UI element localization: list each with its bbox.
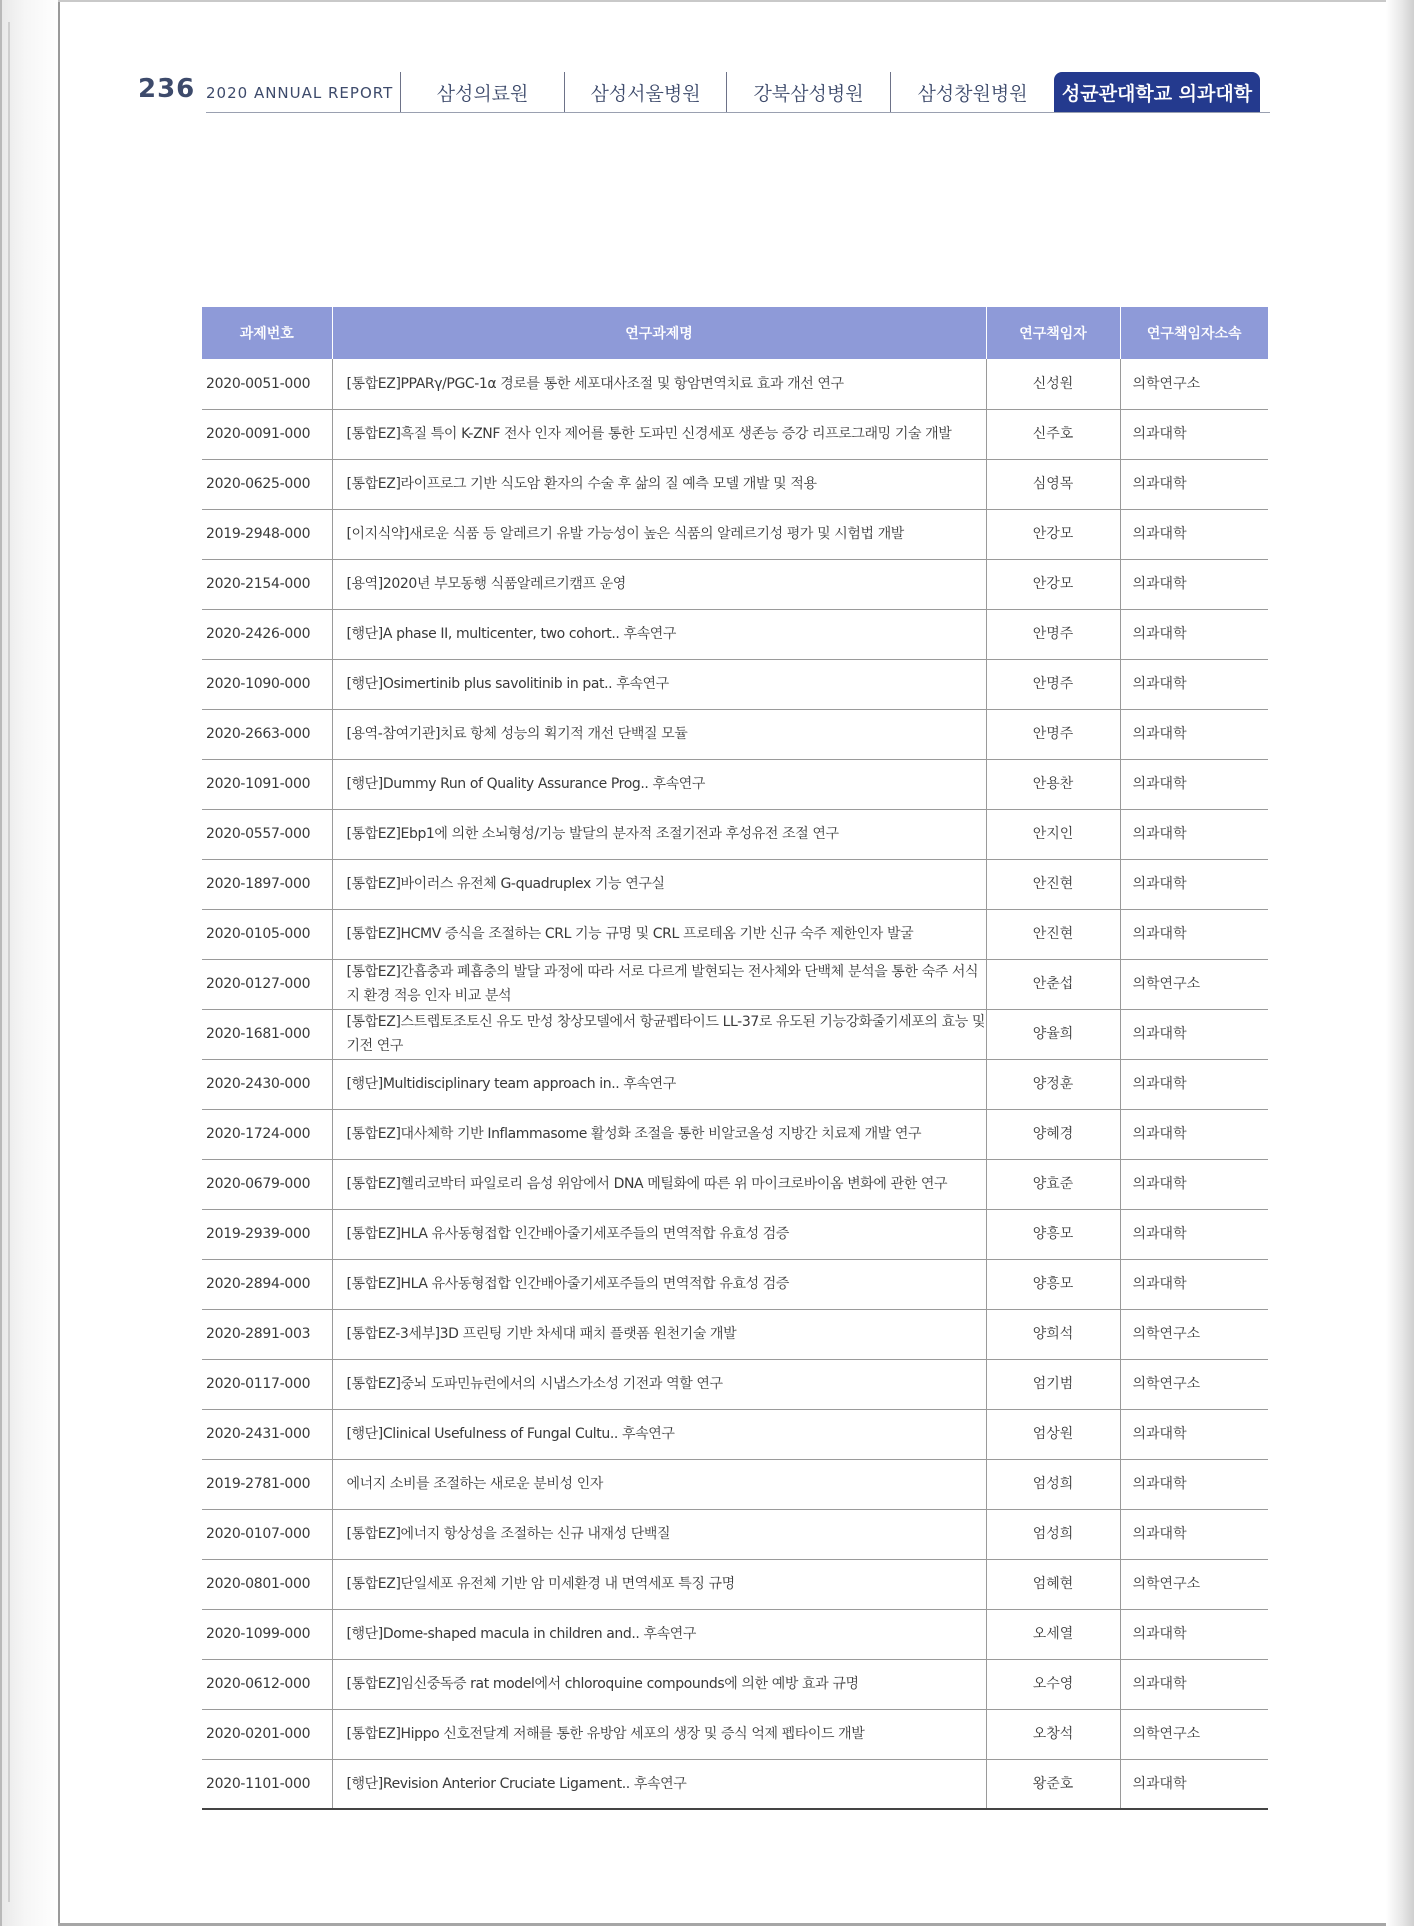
principal-investigator-cell: 엄성희 bbox=[986, 1459, 1120, 1509]
project-title-cell: [통합EZ]Hippo 신호전달계 저해를 통한 유방암 세포의 생장 및 증식 억제 펩타이드 개발 bbox=[332, 1709, 986, 1759]
table-row bbox=[202, 1159, 1268, 1209]
affiliation-cell: 의과대학 bbox=[1120, 459, 1268, 509]
project-number-cell: 2020-0105-000 bbox=[202, 909, 332, 959]
project-number-cell: 2020-2663-000 bbox=[202, 709, 332, 759]
header-rule bbox=[206, 112, 1270, 113]
table-row bbox=[202, 1609, 1268, 1659]
table-row bbox=[202, 1109, 1268, 1159]
table-row bbox=[202, 1309, 1268, 1359]
tab-samsung-medical-center[interactable]: 삼성의료원 bbox=[400, 72, 564, 112]
principal-investigator-cell: 신성원 bbox=[986, 359, 1120, 409]
project-title-cell: [통합EZ]간흡충과 폐흡충의 발달 과정에 따라 서로 다르게 발현되는 전사체와 단백체 분석을 통한 숙주 서식지 환경 적응 인자 비교 분석 bbox=[332, 959, 986, 1009]
principal-investigator-cell: 안명주 bbox=[986, 709, 1120, 759]
tab-skku-medical-school[interactable]: 성균관대학교 의과대학 bbox=[1054, 72, 1260, 112]
project-number-cell: 2020-2891-003 bbox=[202, 1309, 332, 1359]
table-row bbox=[202, 759, 1268, 809]
table-row bbox=[202, 1459, 1268, 1509]
affiliation-cell: 의과대학 bbox=[1120, 809, 1268, 859]
project-title-cell: [통합EZ]HLA 유사동형접합 인간배아줄기세포주들의 면역적합 유효성 검증 bbox=[332, 1209, 986, 1259]
table-row bbox=[202, 1559, 1268, 1609]
principal-investigator-cell: 엄혜현 bbox=[986, 1559, 1120, 1609]
affiliation-cell: 의과대학 bbox=[1120, 759, 1268, 809]
affiliation-cell: 의과대학 bbox=[1120, 659, 1268, 709]
principal-investigator-cell: 양흥모 bbox=[986, 1259, 1120, 1309]
affiliation-cell: 의과대학 bbox=[1120, 1109, 1268, 1159]
project-title-cell: [행단]A phase II, multicenter, two cohort.. 후속연구 bbox=[332, 609, 986, 659]
page-number: 236 bbox=[138, 74, 196, 104]
project-number-cell: 2020-0127-000 bbox=[202, 959, 332, 1009]
project-number-cell: 2020-1101-000 bbox=[202, 1759, 332, 1809]
project-title-cell: [행단]Dummy Run of Quality Assurance Prog.. 후속연구 bbox=[332, 759, 986, 809]
project-title-cell: [통합EZ]단일세포 유전체 기반 암 미세환경 내 면역세포 특징 규명 bbox=[332, 1559, 986, 1609]
table-row bbox=[202, 1209, 1268, 1259]
affiliation-cell: 의과대학 bbox=[1120, 909, 1268, 959]
principal-investigator-cell: 오세열 bbox=[986, 1609, 1120, 1659]
project-title-cell: [통합EZ]HCMV 증식을 조절하는 CRL 기능 규명 및 CRL 프로테옴 기반 신규 숙주 제한인자 발굴 bbox=[332, 909, 986, 959]
table-row bbox=[202, 509, 1268, 559]
principal-investigator-cell: 양율희 bbox=[986, 1009, 1120, 1059]
principal-investigator-cell: 양효준 bbox=[986, 1159, 1120, 1209]
principal-investigator-cell: 안명주 bbox=[986, 659, 1120, 709]
principal-investigator-cell: 안진현 bbox=[986, 859, 1120, 909]
project-title-cell: [통합EZ-3세부]3D 프린팅 기반 차세대 패치 플랫폼 원천기술 개발 bbox=[332, 1309, 986, 1359]
table-row bbox=[202, 809, 1268, 859]
affiliation-cell: 의과대학 bbox=[1120, 709, 1268, 759]
project-number-cell: 2020-0679-000 bbox=[202, 1159, 332, 1209]
affiliation-cell: 의과대학 bbox=[1120, 609, 1268, 659]
table-row bbox=[202, 1759, 1268, 1809]
affiliation-cell: 의학연구소 bbox=[1120, 1709, 1268, 1759]
principal-investigator-cell: 안강모 bbox=[986, 559, 1120, 609]
tab-samsung-changwon-hospital[interactable]: 삼성창원병원 bbox=[890, 72, 1054, 112]
project-number-cell: 2020-0801-000 bbox=[202, 1559, 332, 1609]
affiliation-cell: 의과대학 bbox=[1120, 1509, 1268, 1559]
affiliation-cell: 의과대학 bbox=[1120, 1409, 1268, 1459]
table-row bbox=[202, 459, 1268, 509]
principal-investigator-cell: 안명주 bbox=[986, 609, 1120, 659]
book-spine-edge bbox=[0, 0, 60, 1926]
project-title-cell: [통합EZ]대사체학 기반 Inflammasome 활성화 조절을 통한 비알코올성 지방간 치료제 개발 연구 bbox=[332, 1109, 986, 1159]
project-number-cell: 2020-0612-000 bbox=[202, 1659, 332, 1709]
project-title-cell: [통합EZ]바이러스 유전체 G-quadruplex 기능 연구실 bbox=[332, 859, 986, 909]
project-number-cell: 2019-2948-000 bbox=[202, 509, 332, 559]
affiliation-cell: 의과대학 bbox=[1120, 1759, 1268, 1809]
project-title-cell: [통합EZ]에너지 항상성을 조절하는 신규 내재성 단백질 bbox=[332, 1509, 986, 1559]
project-number-cell: 2020-1099-000 bbox=[202, 1609, 332, 1659]
affiliation-cell: 의과대학 bbox=[1120, 1209, 1268, 1259]
affiliation-cell: 의학연구소 bbox=[1120, 359, 1268, 409]
project-title-cell: [통합EZ]임신중독증 rat model에서 chloroquine compounds에 의한 예방 효과 규명 bbox=[332, 1659, 986, 1709]
project-title-cell: [행단]Osimertinib plus savolitinib in pat.. 후속연구 bbox=[332, 659, 986, 709]
column-header-project-title: 연구과제명 bbox=[332, 307, 986, 359]
affiliation-cell: 의과대학 bbox=[1120, 1609, 1268, 1659]
project-title-cell: [통합EZ]흑질 특이 K-ZNF 전사 인자 제어를 통한 도파민 신경세포 생존능 증강 리프로그래밍 기술 개발 bbox=[332, 409, 986, 459]
affiliation-cell: 의학연구소 bbox=[1120, 1359, 1268, 1409]
project-number-cell: 2020-0117-000 bbox=[202, 1359, 332, 1409]
project-title-cell: [용역-참여기관]치료 항체 성능의 획기적 개선 단백질 모듈 bbox=[332, 709, 986, 759]
table-row bbox=[202, 1259, 1268, 1309]
project-number-cell: 2019-2939-000 bbox=[202, 1209, 332, 1259]
principal-investigator-cell: 왕준호 bbox=[986, 1759, 1120, 1809]
project-number-cell: 2020-0051-000 bbox=[202, 359, 332, 409]
principal-investigator-cell: 오수영 bbox=[986, 1659, 1120, 1709]
project-title-cell: [행단]Dome-shaped macula in children and.. 후속연구 bbox=[332, 1609, 986, 1659]
column-header-affiliation: 연구책임자소속 bbox=[1120, 307, 1268, 359]
tab-kangbuk-samsung-hospital[interactable]: 강북삼성병원 bbox=[726, 72, 890, 112]
project-title-cell: [통합EZ]Ebp1에 의한 소뇌형성/기능 발달의 분자적 조절기전과 후성유전 조절 연구 bbox=[332, 809, 986, 859]
page-right-shadow bbox=[1386, 0, 1414, 1926]
project-number-cell: 2020-2426-000 bbox=[202, 609, 332, 659]
project-title-cell: [행단]Clinical Usefulness of Fungal Cultu.. 후속연구 bbox=[332, 1409, 986, 1459]
project-number-cell: 2020-1681-000 bbox=[202, 1009, 332, 1059]
project-title-cell: [통합EZ]중뇌 도파민뉴런에서의 시냅스가소성 기전과 역할 연구 bbox=[332, 1359, 986, 1409]
table-row bbox=[202, 1009, 1268, 1059]
affiliation-cell: 의학연구소 bbox=[1120, 1559, 1268, 1609]
project-title-cell: [행단]Revision Anterior Cruciate Ligament.. 후속연구 bbox=[332, 1759, 986, 1809]
principal-investigator-cell: 엄기범 bbox=[986, 1359, 1120, 1409]
principal-investigator-cell: 엄상원 bbox=[986, 1409, 1120, 1459]
project-title-cell: [통합EZ]HLA 유사동형접합 인간배아줄기세포주들의 면역적합 유효성 검증 bbox=[332, 1259, 986, 1309]
column-header-project-number: 과제번호 bbox=[202, 307, 332, 359]
table-row bbox=[202, 409, 1268, 459]
project-title-cell: [통합EZ]스트렙토조토신 유도 만성 창상모델에서 항균펩타이드 LL-37로 유도된 기능강화줄기세포의 효능 및 기전 연구 bbox=[332, 1009, 986, 1059]
affiliation-cell: 의과대학 bbox=[1120, 859, 1268, 909]
project-title-cell: [통합EZ]라이프로그 기반 식도암 환자의 수술 후 삶의 질 예측 모델 개발 및 적용 bbox=[332, 459, 986, 509]
affiliation-cell: 의과대학 bbox=[1120, 509, 1268, 559]
affiliation-cell: 의과대학 bbox=[1120, 409, 1268, 459]
project-number-cell: 2020-0625-000 bbox=[202, 459, 332, 509]
principal-investigator-cell: 심영목 bbox=[986, 459, 1120, 509]
principal-investigator-cell: 양희석 bbox=[986, 1309, 1120, 1359]
project-number-cell: 2020-1897-000 bbox=[202, 859, 332, 909]
principal-investigator-cell: 양흥모 bbox=[986, 1209, 1120, 1259]
project-number-cell: 2020-1724-000 bbox=[202, 1109, 332, 1159]
table-body bbox=[202, 359, 1268, 1809]
table-row bbox=[202, 359, 1268, 409]
research-projects-table bbox=[202, 307, 1268, 1810]
affiliation-cell: 의과대학 bbox=[1120, 1059, 1268, 1109]
project-number-cell: 2020-0201-000 bbox=[202, 1709, 332, 1759]
page-top-border bbox=[58, 0, 1386, 2]
project-title-cell: [용역]2020년 부모동행 식품알레르기캠프 운영 bbox=[332, 559, 986, 609]
table-row bbox=[202, 909, 1268, 959]
affiliation-cell: 의학연구소 bbox=[1120, 1309, 1268, 1359]
project-number-cell: 2020-2430-000 bbox=[202, 1059, 332, 1109]
project-title-cell: [통합EZ]PPARγ/PGC-1α 경로를 통한 세포대사조절 및 항암면역치료 효과 개선 연구 bbox=[332, 359, 986, 409]
table-row bbox=[202, 959, 1268, 1009]
principal-investigator-cell: 안진현 bbox=[986, 909, 1120, 959]
table-row bbox=[202, 609, 1268, 659]
project-number-cell: 2020-2154-000 bbox=[202, 559, 332, 609]
tab-samsung-seoul-hospital[interactable]: 삼성서울병원 bbox=[564, 72, 726, 112]
project-title-cell: [이지식약]새로운 식품 등 알레르기 유발 가능성이 높은 식품의 알레르기성 평가 및 시험법 개발 bbox=[332, 509, 986, 559]
project-number-cell: 2020-2894-000 bbox=[202, 1259, 332, 1309]
project-number-cell: 2020-1091-000 bbox=[202, 759, 332, 809]
project-title-cell: [통합EZ]헬리코박터 파일로리 음성 위암에서 DNA 메틸화에 따른 위 마이크로바이옴 변화에 관한 연구 bbox=[332, 1159, 986, 1209]
affiliation-cell: 의과대학 bbox=[1120, 1659, 1268, 1709]
table-row bbox=[202, 1359, 1268, 1409]
affiliation-cell: 의과대학 bbox=[1120, 559, 1268, 609]
project-number-cell: 2020-0091-000 bbox=[202, 409, 332, 459]
project-number-cell: 2020-1090-000 bbox=[202, 659, 332, 709]
principal-investigator-cell: 양정훈 bbox=[986, 1059, 1120, 1109]
principal-investigator-cell: 안춘섭 bbox=[986, 959, 1120, 1009]
project-title-cell: 에너지 소비를 조절하는 새로운 분비성 인자 bbox=[332, 1459, 986, 1509]
project-number-cell: 2020-0107-000 bbox=[202, 1509, 332, 1559]
project-title-cell: [행단]Multidisciplinary team approach in.. 후속연구 bbox=[332, 1059, 986, 1109]
principal-investigator-cell: 신주호 bbox=[986, 409, 1120, 459]
table-row bbox=[202, 1409, 1268, 1459]
table-row bbox=[202, 559, 1268, 609]
affiliation-cell: 의과대학 bbox=[1120, 1259, 1268, 1309]
principal-investigator-cell: 안지인 bbox=[986, 809, 1120, 859]
principal-investigator-cell: 양혜경 bbox=[986, 1109, 1120, 1159]
project-number-cell: 2020-2431-000 bbox=[202, 1409, 332, 1459]
table-header-row bbox=[202, 307, 1268, 359]
affiliation-cell: 의과대학 bbox=[1120, 1009, 1268, 1059]
project-number-cell: 2019-2781-000 bbox=[202, 1459, 332, 1509]
affiliation-cell: 의학연구소 bbox=[1120, 959, 1268, 1009]
table-row bbox=[202, 1709, 1268, 1759]
principal-investigator-cell: 안용찬 bbox=[986, 759, 1120, 809]
column-header-principal-investigator: 연구책임자 bbox=[986, 307, 1120, 359]
affiliation-cell: 의과대학 bbox=[1120, 1159, 1268, 1209]
principal-investigator-cell: 오창석 bbox=[986, 1709, 1120, 1759]
project-number-cell: 2020-0557-000 bbox=[202, 809, 332, 859]
principal-investigator-cell: 안강모 bbox=[986, 509, 1120, 559]
table-row bbox=[202, 859, 1268, 909]
section-tabs bbox=[400, 72, 1260, 112]
report-title: 2020 ANNUAL REPORT bbox=[206, 84, 394, 102]
table-row bbox=[202, 1059, 1268, 1109]
table-row bbox=[202, 709, 1268, 759]
table-row bbox=[202, 1509, 1268, 1559]
table-row bbox=[202, 659, 1268, 709]
affiliation-cell: 의과대학 bbox=[1120, 1459, 1268, 1509]
principal-investigator-cell: 엄성희 bbox=[986, 1509, 1120, 1559]
table-row bbox=[202, 1659, 1268, 1709]
